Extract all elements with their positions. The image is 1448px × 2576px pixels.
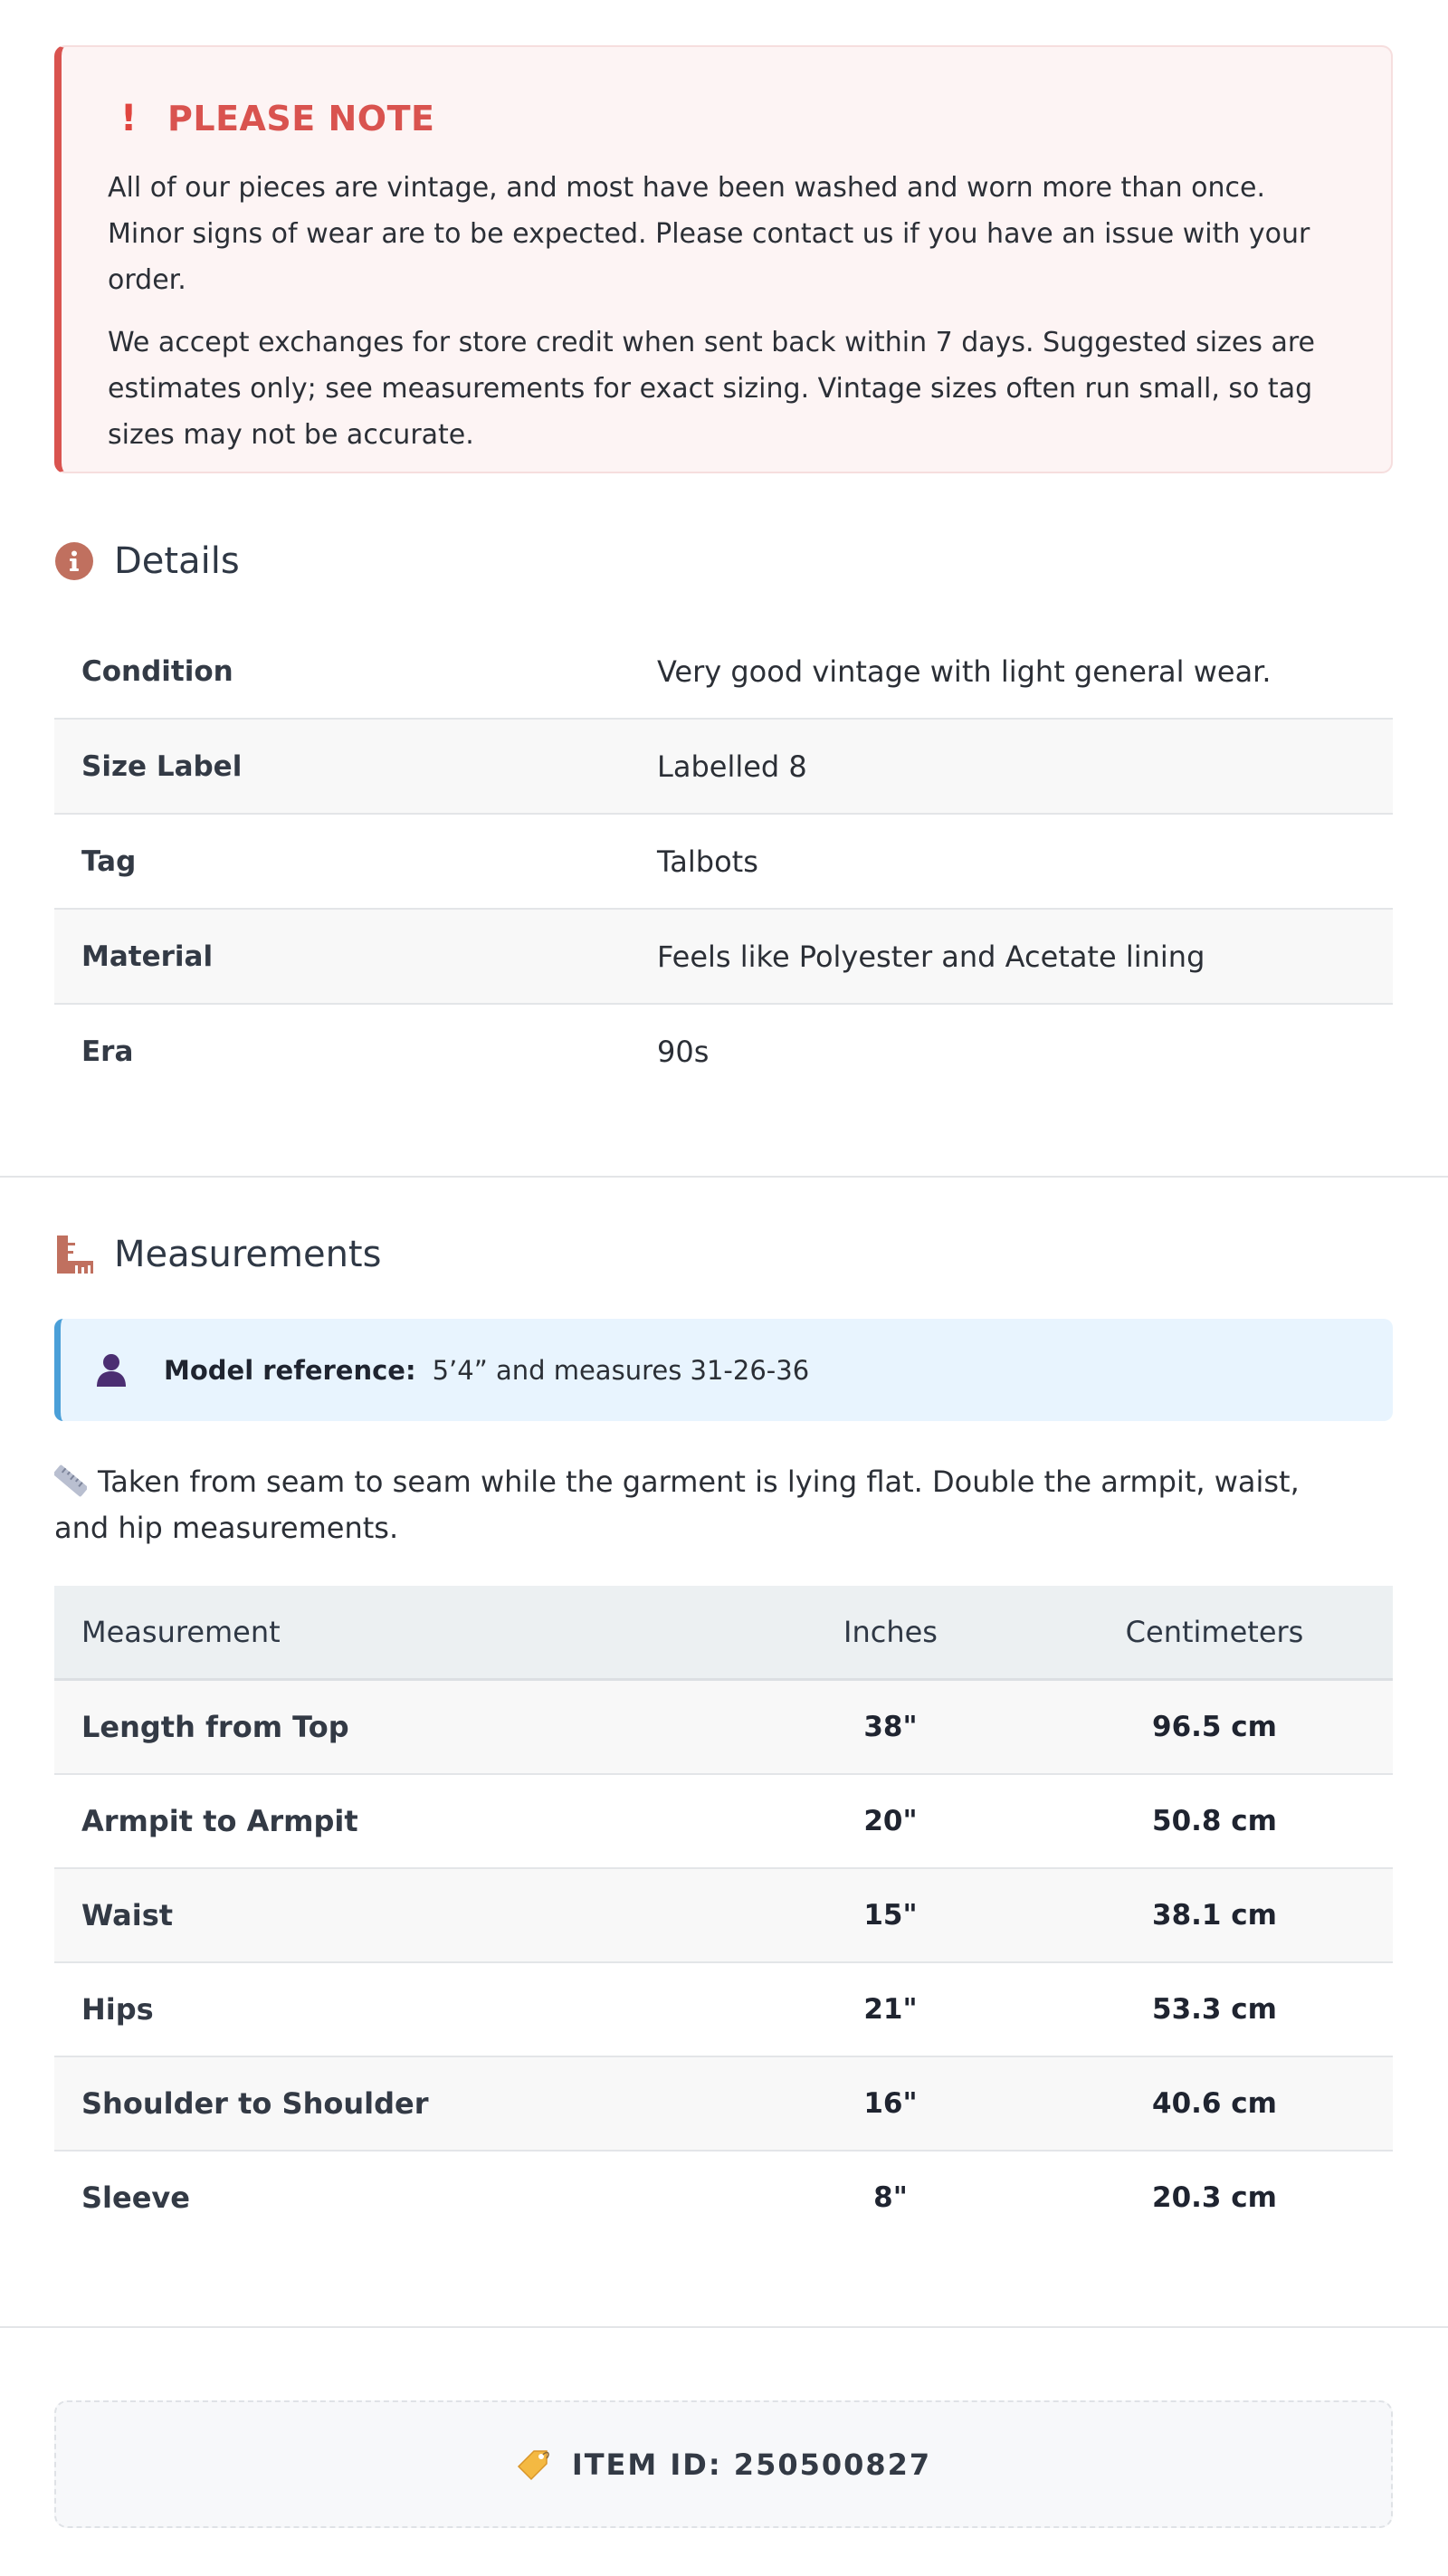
- measurement-tip: [54, 1459, 1358, 1551]
- measurement-cm: 96.5 cm: [1152, 1711, 1277, 1743]
- details-table: [54, 625, 1393, 1098]
- measurement-inches: 15": [863, 1899, 918, 1932]
- details-value: Talbots: [657, 844, 758, 879]
- table-row: [54, 1681, 1393, 1775]
- column-header-measurement: Measurement: [81, 1615, 281, 1649]
- measurement-inches: 21": [863, 1993, 918, 2026]
- measurement-cm: 38.1 cm: [1152, 1899, 1277, 1932]
- notice-paragraph: We accept exchanges for store credit when sent back within 7 days. Suggested sizes are estimates only; see measurements for exact sizing. Vintage sizes often run small, so tag sizes may not be accurate.: [108, 327, 1316, 451]
- details-title: Details: [114, 540, 240, 582]
- measurement-cm: 53.3 cm: [1152, 1993, 1277, 2026]
- details-label: Era: [81, 1035, 134, 1068]
- measurement-name: Hips: [81, 1992, 154, 2027]
- measurement-name: Waist: [81, 1898, 174, 1932]
- item-id-text: ITEM ID: 250500827: [571, 2447, 932, 2482]
- measurement-cm: 50.8 cm: [1152, 1805, 1277, 1837]
- notice-paragraph: All of our pieces are vintage, and most have been washed and worn more than once. Minor signs of wear are to be expected. Please contact us if you have an issue with your order.: [108, 172, 1310, 296]
- table-header: [54, 1586, 1393, 1681]
- details-label: Size Label: [81, 749, 243, 783]
- table-row: [54, 1869, 1393, 1963]
- details-value: Very good vintage with light general wear.: [657, 654, 1272, 689]
- details-row: [54, 625, 1393, 720]
- ruler-icon: [54, 1235, 94, 1274]
- column-header-inches: Inches: [843, 1615, 938, 1649]
- tag-icon: [516, 2447, 550, 2482]
- details-value: 90s: [657, 1034, 710, 1069]
- ruler-pencil-icon: [54, 1465, 87, 1497]
- measurements-header: [54, 1234, 381, 1275]
- details-value: Labelled 8: [657, 749, 807, 784]
- item-id-box: [54, 2400, 1393, 2528]
- details-row: [54, 720, 1393, 815]
- measurement-name: Armpit to Armpit: [81, 1804, 358, 1838]
- section-divider: [0, 1176, 1448, 1178]
- details-row: [54, 815, 1393, 910]
- table-row: [54, 2151, 1393, 2244]
- section-divider: [0, 2326, 1448, 2328]
- measurements-table: [54, 1586, 1393, 2244]
- details-label: Tag: [81, 844, 137, 878]
- measurement-inches: 38": [863, 1711, 918, 1743]
- details-row: [54, 910, 1393, 1005]
- measurement-cm: 20.3 cm: [1152, 2181, 1277, 2214]
- details-row: [54, 1005, 1393, 1098]
- details-value: Feels like Polyester and Acetate lining: [657, 939, 1205, 974]
- measurements-title: Measurements: [114, 1234, 382, 1275]
- notice-title: PLEASE NOTE: [167, 99, 435, 138]
- measurement-inches: 8": [873, 2181, 908, 2214]
- measurement-tip-text: Taken from seam to seam while the garment is lying flat. Double the armpit, waist, and hip measurements.: [54, 1465, 1300, 1545]
- table-row: [54, 2057, 1393, 2151]
- table-row: [54, 1775, 1393, 1869]
- exclamation-icon: !: [120, 98, 138, 139]
- table-row: [54, 1963, 1393, 2057]
- notice-header: [108, 100, 1346, 138]
- measurement-inches: 20": [863, 1805, 918, 1837]
- info-icon: [54, 541, 94, 581]
- please-note-box: [54, 45, 1393, 473]
- model-reference-value: 5’4” and measures 31-26-36: [432, 1354, 810, 1386]
- model-reference-label: Model reference:: [164, 1354, 416, 1386]
- measurement-name: Sleeve: [81, 2180, 190, 2215]
- measurement-name: Length from Top: [81, 1710, 349, 1744]
- details-label: Material: [81, 940, 214, 973]
- measurement-name: Shoulder to Shoulder: [81, 2086, 429, 2121]
- table-body: [54, 1681, 1393, 2244]
- measurement-inches: 16": [863, 2087, 918, 2120]
- details-header: [54, 540, 240, 582]
- measurement-cm: 40.6 cm: [1152, 2087, 1277, 2120]
- model-reference-box: [54, 1319, 1393, 1421]
- details-label: Condition: [81, 654, 233, 688]
- column-header-centimeters: Centimeters: [1125, 1615, 1304, 1649]
- person-icon: [95, 1352, 129, 1388]
